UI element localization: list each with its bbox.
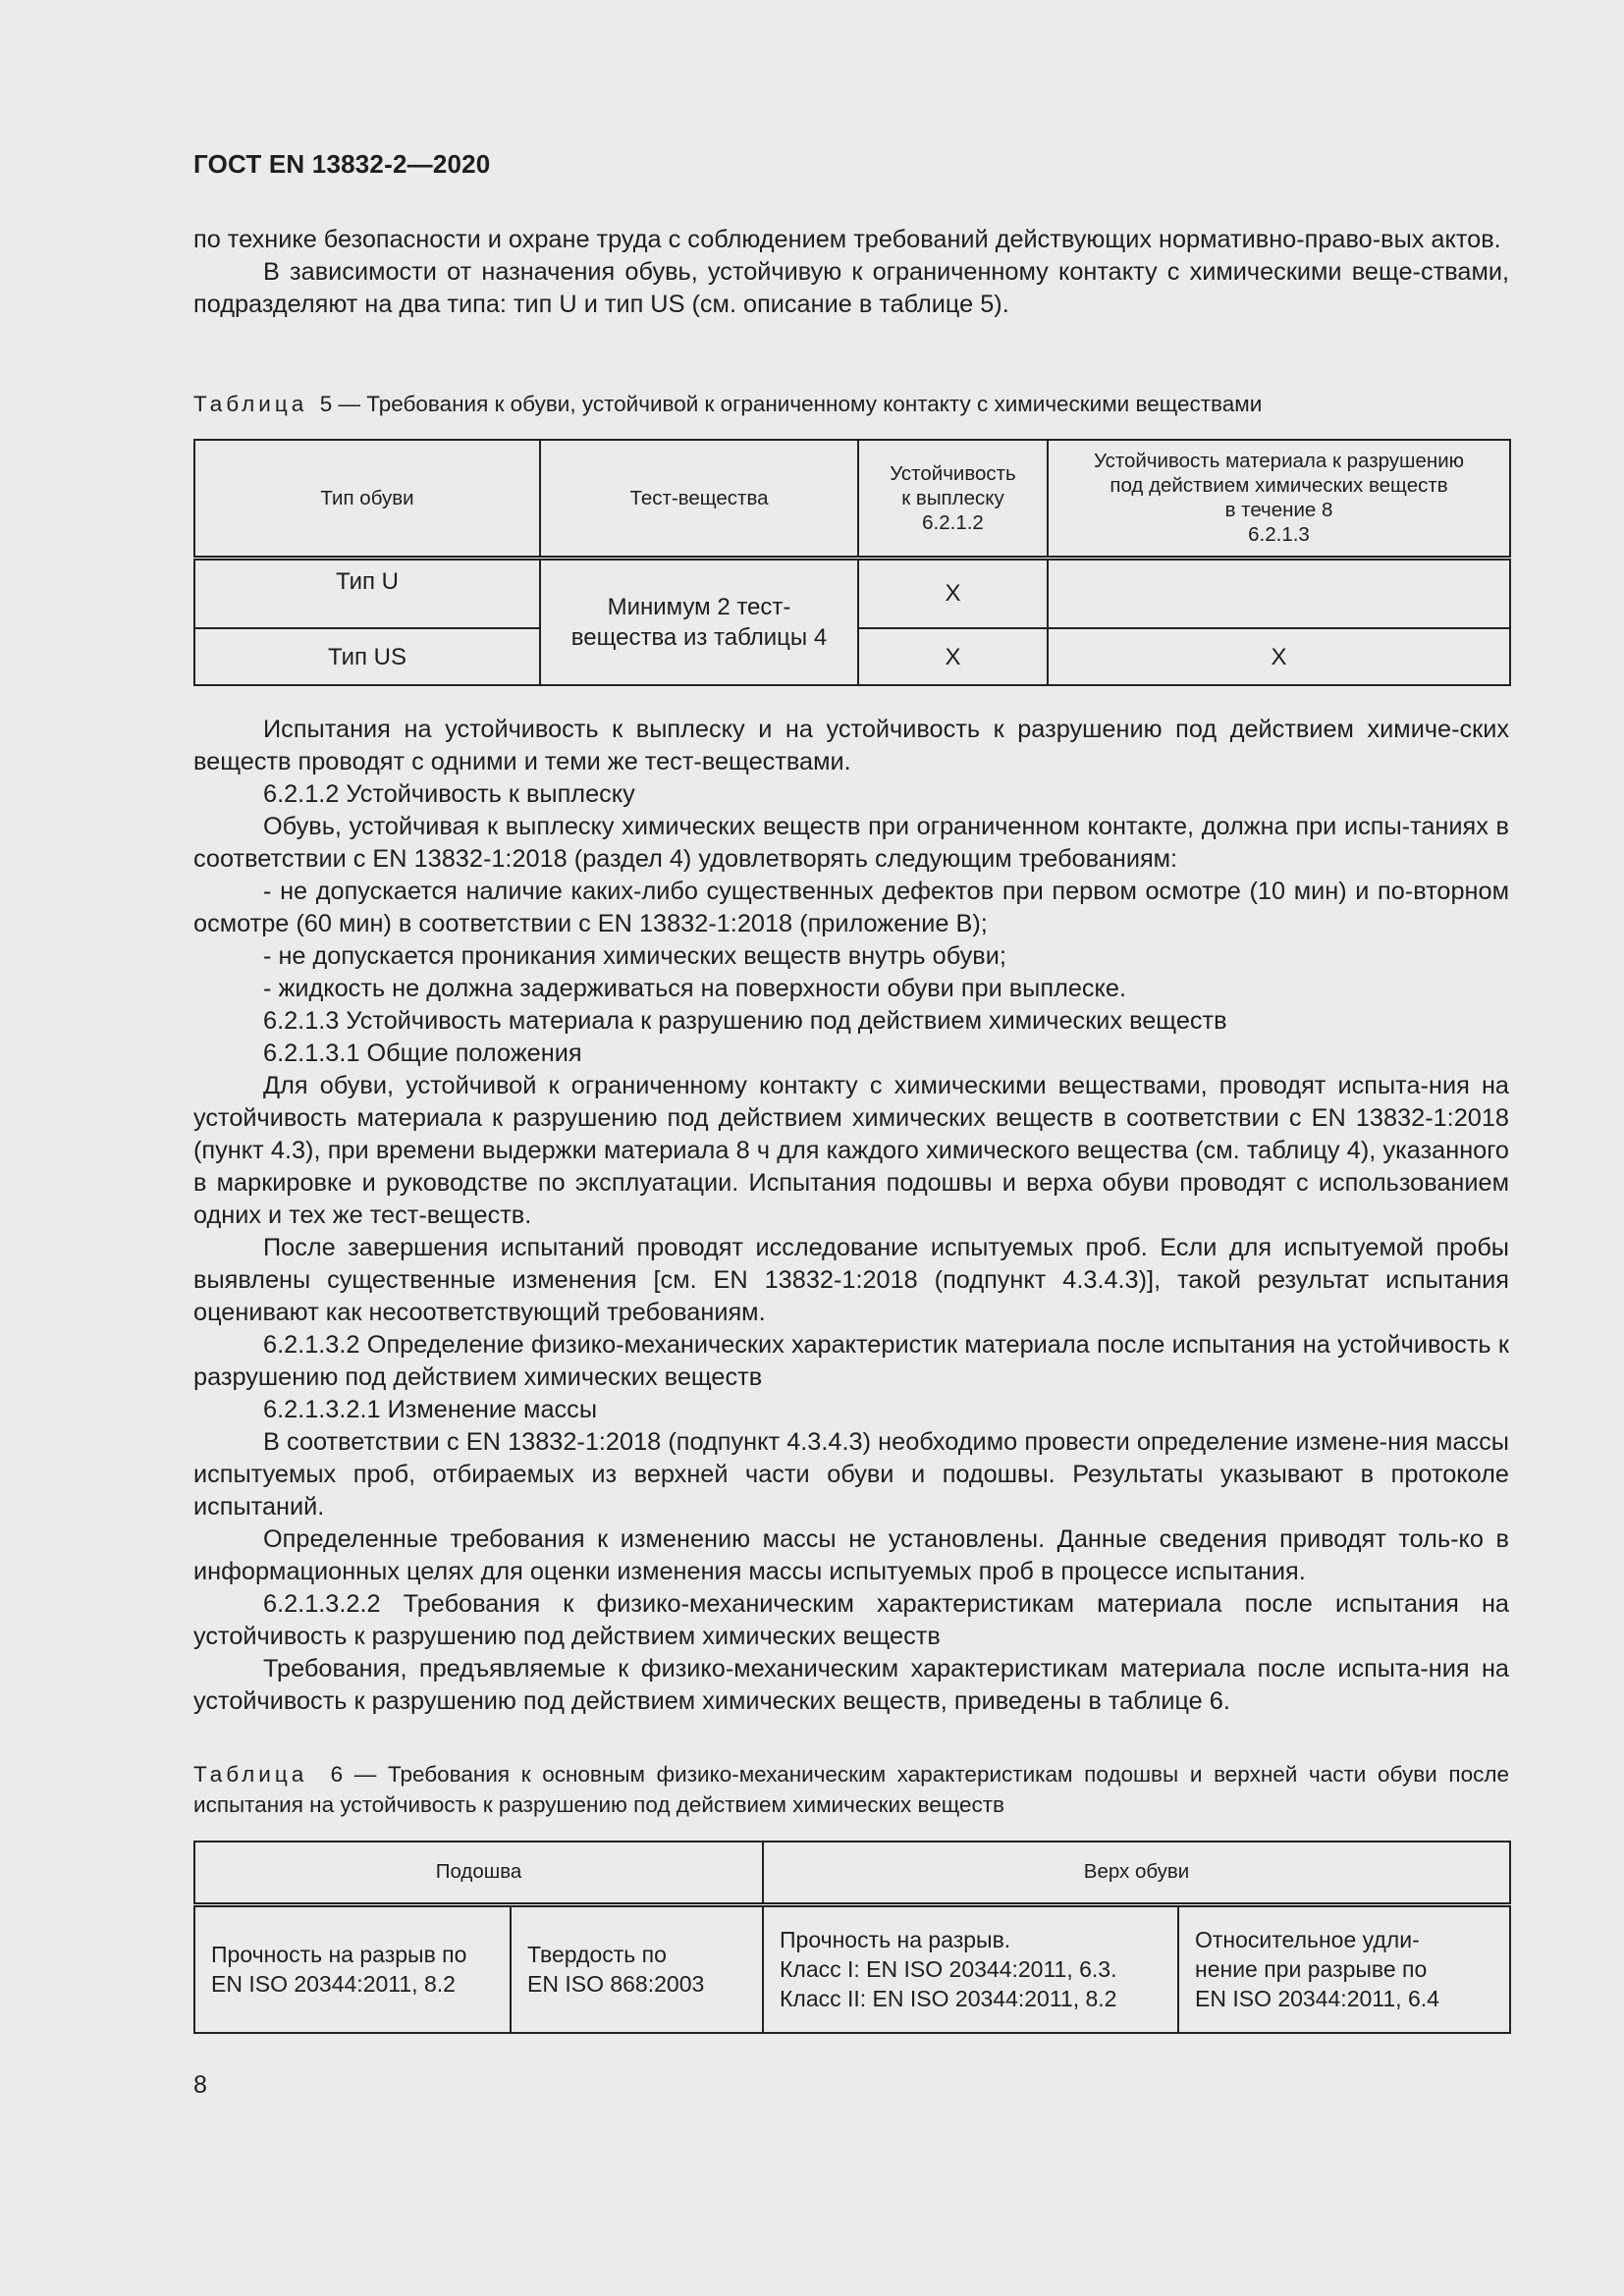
table6-header-upper: Верх обуви — [763, 1842, 1510, 1904]
table5-caption-text: 5 — Требования к обуви, устойчивой к ограниченному контакту с химическими веществами — [319, 392, 1263, 416]
list-item: - жидкость не должна задерживаться на поверхности обуви при выплеске. — [263, 975, 1126, 1002]
section-heading: 6.2.1.3.2.2 Требования к физико-механическим характеристикам материала после испытания на устойчивость к разрушению под действием химических веществ — [193, 1590, 1509, 1650]
document-page — [193, 0, 1509, 2296]
table-row — [194, 1904, 1510, 2033]
table5-header-splash: Устойчивость к выплеску 6.2.1.2 — [858, 440, 1048, 558]
table6-header-row — [194, 1842, 1510, 1904]
table6-cell-upper-elongation: Относительное удли- нение при разрыве по EN ISO 20344:2011, 6.4 — [1178, 1904, 1510, 2033]
section-heading: 6.2.1.3.2 Определение физико-механических характеристик материала после испытания на устойчивость к разрушению под действием химических веществ — [193, 1331, 1509, 1391]
table5-substances-value: Минимум 2 тест- вещества из таблицы 4 — [540, 558, 858, 685]
table-row — [194, 558, 1510, 628]
paragraph: Для обуви, устойчивой к ограниченному контакту с химическими веществами, проводят испыта-ния на устойчивость материала к разрушению под действием химических веществ в соответствии с EN 13832-1:2018 (пункт 4.3), при времени выдержки материала 8 ч для каждого химического вещества (см. таблицу 4), указанного в маркировке и руководстве по эксплуатации. Испытания подошвы и верха обуви проводят с использованием одних и тех же тест-веществ. — [193, 1072, 1509, 1229]
paragraph: Испытания на устойчивость к выплеску и на устойчивость к разрушению под действием химиче-ских веществ проводят с одними и теми же тест-веществами. — [193, 716, 1509, 775]
table5-type-u: Тип U — [194, 558, 540, 628]
section-heading: 6.2.1.3.2.1 Изменение массы — [263, 1396, 598, 1423]
body-section — [193, 714, 1509, 1718]
table5-caption — [193, 389, 1509, 419]
table5-header-substances: Тест-вещества — [540, 440, 858, 558]
paragraph: по технике безопасности и охране труда с соблюдением требований действующих нормативно-право-вых актов. — [193, 226, 1501, 253]
table5-header-row — [194, 440, 1510, 558]
table5-splash-us: X — [858, 628, 1048, 685]
table6-cell-sole-tensile: Прочность на разрыв по EN ISO 20344:2011, 8.2 — [194, 1904, 511, 2033]
list-item: - не допускается наличие каких-либо существенных дефектов при первом осмотре (10 мин) и по-вторном осмотре (60 мин) в соответствии с EN 13832-1:2018 (приложение В); — [193, 878, 1509, 937]
paragraph: В соответствии с EN 13832-1:2018 (подпункт 4.3.4.3) необходимо провести определение измене-ния массы испытуемых проб, отбираемых из верхней части обуви и подошвы. Результаты указывают в протоколе испытаний. — [193, 1428, 1509, 1521]
table5-header-type: Тип обуви — [194, 440, 540, 558]
table6-header-sole: Подошва — [194, 1842, 763, 1904]
table5-caption-label: Таблица — [193, 392, 308, 416]
table5 — [193, 439, 1511, 686]
paragraph: В зависимости от назначения обувь, устойчивую к ограниченному контакту с химическими веще-ствами, подразделяют на два типа: тип U и тип US (см. описание в таблице 5). — [193, 258, 1509, 318]
paragraph: Обувь, устойчивая к выплеску химических веществ при ограниченном контакте, должна при испы-таниях в соответствии с EN 13832-1:2018 (раздел 4) удовлетворять следующим требованиям: — [193, 813, 1509, 873]
section-heading: 6.2.1.3.1 Общие положения — [263, 1040, 582, 1067]
document-header: ГОСТ EN 13832-2—2020 — [193, 149, 491, 179]
table5-splash-u: X — [858, 558, 1048, 628]
page-number: 8 — [193, 2071, 207, 2099]
table5-type-us: Тип US — [194, 628, 540, 685]
table6-caption-label: Таблица — [193, 1762, 308, 1787]
paragraph: После завершения испытаний проводят исследование испытуемых проб. Если для испытуемой пробы выявлены существенные изменения [см. EN 13832-1:2018 (подпункт 4.3.4.3)], такой результат испытания оценивают как несоответствующий требованиям. — [193, 1234, 1509, 1326]
list-item: - не допускается проникания химических веществ внутрь обуви; — [263, 942, 1006, 970]
table6-cell-upper-tensile: Прочность на разрыв. Класс I: EN ISO 20344:2011, 6.3. Класс II: EN ISO 20344:2011, 8.2 — [763, 1904, 1178, 2033]
table5-header-degradation: Устойчивость материала к разрушению под действием химических веществ в течение 8 6.2.1.3 — [1048, 440, 1510, 558]
table6-caption-text: 6 — Требования к основным физико-механическим характеристикам подошвы и верхней части обуви после испытания на устойчивость к разрушению под действием химических веществ — [193, 1762, 1509, 1817]
table6-caption — [193, 1759, 1509, 1820]
table6 — [193, 1841, 1511, 2034]
paragraph: Определенные требования к изменению массы не установлены. Данные сведения приводят толь-ко в информационных целях для оценки изменения массы испытуемых проб в процессе испытания. — [193, 1525, 1509, 1585]
table6-cell-sole-hardness: Твердость по EN ISO 868:2003 — [511, 1904, 763, 2033]
section-heading: 6.2.1.2 Устойчивость к выплеску — [263, 780, 635, 808]
intro-section — [193, 224, 1509, 321]
section-heading: 6.2.1.3 Устойчивость материала к разрушению под действием химических веществ — [263, 1007, 1227, 1035]
table5-degradation-u — [1048, 558, 1510, 628]
table5-degradation-us: X — [1048, 628, 1510, 685]
paragraph: Требования, предъявляемые к физико-механическим характеристикам материала после испыта-ния на устойчивость к разрушению под действием химических веществ, приведены в таблице 6. — [193, 1655, 1509, 1715]
